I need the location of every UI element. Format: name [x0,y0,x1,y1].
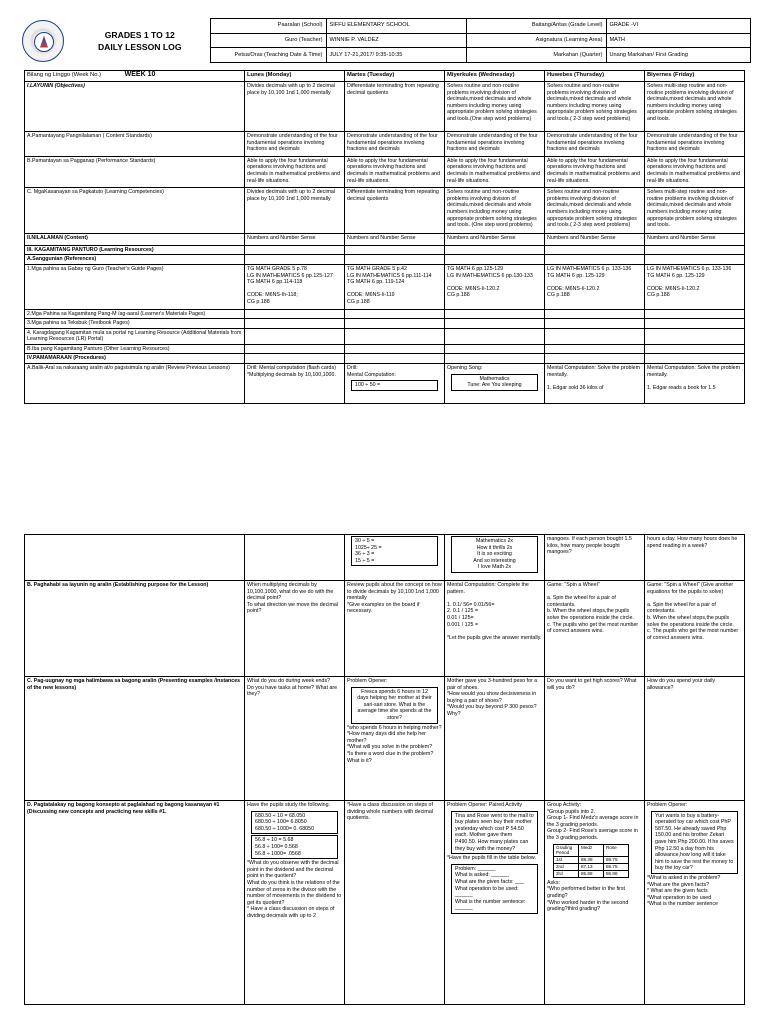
paired-activity-box: Tina and Rose went to the mall to buy plates seen buy their mother yesterday which cost P 54.50 each. Mother gave them P490.50. How many plates can they buy with the money? [451,811,538,855]
table-row [554,856,629,863]
row-cell [245,156,345,187]
review-wednesday-text: Opening Song: [447,365,483,372]
purpose-row [25,581,745,677]
row-label: B.Iba pang Kagamitang Panturo (Other Learning Resources) [25,344,245,354]
row-cell [345,82,445,132]
title-line-2: DAILY LESSON LOG [97,41,182,52]
row-cell [645,328,745,344]
table-row [554,863,629,870]
examples-tuesday-head: Problem Opener: [347,678,388,684]
concepts-thursday-questions: Asks: *Who performed better in the first grading? *Who worked harder in the second grading?third grading? [547,879,629,913]
review-continued-friday-text: hours a day. How many hours does he spend reading in a week? [647,536,738,549]
row-cell [345,234,445,246]
row-label: B.Pamantayan sa Pagganap (Performance Standards) [25,156,245,187]
grades-cell: 86.75 [604,863,629,870]
table-row [25,234,745,246]
concepts-friday [645,801,745,1005]
row-cell [545,132,645,157]
examples-wednesday-text: Mother gave you 3-hundred peso for a pair of shoes. *How would you show decisiveness in buying a pair of shoes? *Would you buy beyond P 300 pesos? Why? [447,678,538,717]
row-label: 1.Mga pahina sa Gabay ng Guro (Teacher's Guide Pages) [25,264,245,309]
day-header-thursday: Huwebes (Thursday) [545,71,645,82]
table-row [25,319,745,329]
row-cell [245,245,345,255]
row-cell-text: Divides decimals with up to 2 decimal place by 10,100 1nd 1,000 mentally [247,189,336,202]
row-cell-text: Solves multi-step routine and non-routine problems involving division of decimals,mixed decimals and whole numbers including money using appropriate problem solving strategies and tools. [647,189,737,229]
title-line-1: GRADES 1 TO 12 [104,29,175,40]
row-cell-text: Divides decimals with up to 2 decimal place by 10,100 1nd 1,000 mentally [247,83,336,96]
review-continued-thursday-text: mangoes. If each person bought 1.5 kilos, how many people bought mangoes? [547,536,632,556]
table-row [25,188,745,234]
table-row [25,309,745,319]
school-value: SIFFU ELEMENTARY SCHOOL [326,19,466,34]
page-1-rows [25,82,745,364]
row-cell [545,319,645,329]
concepts-wednesday [445,801,545,1005]
grade-label: Baitang/Antas (Grade Level) [466,19,606,34]
day-header-tuesday: Martes (Tuesday) [345,71,445,82]
row-cell-text: Demonstrate understanding of the four fundamental operations involving fractions and decimals [347,133,438,153]
row-cell [445,132,545,157]
review-tuesday-text: Drill: Mental Computation: [347,365,396,378]
purpose-friday-text: Game: "Spin a Wheel" (Give another equations for the pupils to solve) a. Spin the wheel for a pair of contestants. b. When the wheel stops,the pupils solve the operations inside the circle. c. The pupils who get the most number of correct answers wins. [647,582,739,641]
purpose-tuesday [345,581,445,677]
row-cell-text: Solves routine and non-routine problems involving division of decimals,mixed decimals and whole numbers including money using appropriate problem solving strategies and tools.( 2-3 step word problems) [547,189,637,229]
row-cell [345,156,445,187]
row-cell-text: Able to apply the four fundamental operations involving fractions and decimals in mathematical problems and real-life situations. [647,157,741,184]
purpose-monday-text: When multiplying decimals by 10,100,1000, what do we do with the decimal point? To what direction we move the decimal point? [247,582,338,615]
lesson-log-table-page-2 [24,534,745,1005]
row-cell [245,344,345,354]
row-cell [245,264,345,309]
grades-cell: 88.75 [604,856,629,863]
drill-box: 30 ÷ 5 = 1025÷ 25 = 36 ÷ 3 = 15 ÷ 5 = [351,536,438,566]
week-value: WEEK 10 [124,71,156,78]
week-label: Bilang ng Linggo (Week No.) [27,72,102,78]
grades-cell: 87.13 [579,863,604,870]
concepts-friday-head: Problem Opener: [647,802,688,808]
row-label: II.NILALAMAN (Content) [25,234,245,246]
examples-thursday [545,677,645,801]
review-tuesday-box: 100 ÷ 50 = [351,380,438,391]
grades-table-header [554,844,629,856]
review-continued-row [25,535,745,581]
review-thursday-text: Mental Computation: Solve the problem mentally. 1. Edgar sold 36 kilos of [547,365,641,391]
row-cell [545,82,645,132]
purpose-monday [245,581,345,677]
row-cell [345,319,445,329]
row-cell [545,188,645,234]
row-cell [345,264,445,309]
row-cell [545,328,645,344]
row-cell [245,309,345,319]
row-cell [345,132,445,157]
school-label: Paaralan (School) [210,19,326,34]
concepts-thursday [545,801,645,1005]
row-cell [545,255,645,265]
concepts-tuesday-text: *Have a class discussion on steps of dividing whole numbers with decimal quotients. [347,802,433,822]
row-cell [645,234,745,246]
row-cell [545,245,645,255]
row-label: 2.Mga Pahina sa Kagamitang Pang-M /ag-aaral (Learner's Materials Pages) [25,309,245,319]
review-tuesday [345,364,445,404]
examples-tuesday-questions: *who spends 6 hours in helping mother? *How many days did she help her mother? *What will you solve in the problem? *Is there a word clue in the problem? What is it? [347,724,442,764]
row-cell [645,264,745,309]
row-cell-text: LG IN MATHEMATICS 6 p. 133-136 TG MATH 6 pp. 125-129 CODE: M6NS-Ii-120.2 CG p.188 [547,265,632,299]
row-cell [245,234,345,246]
row-cell [245,255,345,265]
concepts-monday-head: Have the pupils study the following. [247,802,331,808]
row-cell [345,328,445,344]
row-label: 3.Mga pahina sa Teksbuk (Textbook Pages) [25,319,245,329]
row-cell-text: TG MATH 6 pp.125-129 LG IN MATHEMATICS 6 pp.130-133 CODE: M6NS-Ii-120.2 CG p.188 [447,265,533,299]
date-value: JULY 17-21,2017/ 9:35-10:35 [326,48,466,63]
purpose-thursday [545,581,645,677]
row-cell [445,82,545,132]
row-cell [245,188,345,234]
examples-tuesday [345,677,445,801]
table-row [554,870,629,877]
table-row [25,328,745,344]
row-cell [445,344,545,354]
quarter-label: Markahan (Quarter) [466,48,606,63]
row-cell [645,354,745,364]
examples-monday [245,677,345,801]
teacher-label: Guro (Teacher) [210,33,326,48]
examples-wednesday [445,677,545,801]
row-cell-text: Able to apply the four fundamental operations involving fractions and decimals in mathematical problems and real-life situations. [547,157,641,184]
quarter-value: Unang Markahan/ First Grading [606,48,750,63]
division-examples-box-1: 680.50 ÷ 10 = 68.050 680.50 ÷ 100= 6.8050 680.50 ÷ 1000= 0. 68050 [251,811,338,835]
row-cell [545,156,645,187]
row-cell [445,255,545,265]
grades-header-medz: Medz [579,844,604,856]
grades-header-rose: Rose [604,844,629,856]
row-cell [445,309,545,319]
row-cell [645,245,745,255]
purpose-wednesday [445,581,545,677]
problem-opener-box: Fresca spends 6 hours in 12 days helping her mother at their sari-sari store. What is the average time she spends at the store? [351,687,438,724]
examples-thursday-text: Do you want to get high scores? What will you do? [547,678,637,691]
song-box-start: Mathematics Tune: Are You sleeping [451,374,538,391]
review-friday-text: Mental Computation: Solve the problem mentally. 1. Edgar reads a book for 1.5 [647,365,741,391]
row-cell [245,328,345,344]
row-cell [645,344,745,354]
row-cell-text: Solves routine and non-routine problems involving division of decimals,mixed decimals and whole numbers including money using appropriate problem solving strategies and tools.(One step word problems) [447,83,537,122]
row-label: III. KAGAMITANG PANTURO (Learning Resources) [25,245,245,255]
row-cell [445,156,545,187]
grades-cell: 86.88 [604,870,629,877]
examples-friday-text: How do you spend your daily allowance? [647,678,716,691]
column-header-row [25,71,745,82]
row-cell-text: Differentiate terminating from repeating decimal quotients [347,189,439,202]
review-continued-label [25,535,245,581]
row-cell-text: Able to apply the four fundamental operations involving fractions and decimals in mathematical problems and real-life situations. [247,157,341,184]
song-lyrics-box: Mathematics 2x How it thrills 2x It is so exciting And so interesting I love Math 2x [451,536,538,573]
concepts-friday-questions: *What is asked in the problem? *What are the given facts? * What are the given facts *What operation to be used *What is the number sentence [647,874,721,908]
row-cell [445,188,545,234]
row-cell [345,245,445,255]
row-cell-text: TG MATH GRADE 5 p.42 LG IN MATHEMATICS 6 pp.111-114 TG MATH 6 pp. 119-124 CODE: M6NS-Ii-119 CG p.188 [347,265,432,305]
row-cell [645,188,745,234]
row-cell [545,264,645,309]
problem-analysis-box: Problem: ______ What is asked: ______ What are the given facts: ___ What operation to be used: ______ What is the number sentence: ______ [451,864,538,914]
row-cell-text: Numbers and Number Sense [347,235,416,242]
review-row [25,364,745,404]
table-row [25,156,745,187]
table-row [25,245,745,255]
subject-value: MATH [606,33,750,48]
row-cell [445,354,545,364]
row-cell [645,82,745,132]
row-cell-text: Demonstrate understanding of the four fundamental operations involving fractions and decimals [447,133,538,153]
lesson-log-table-page-1 [24,70,745,404]
row-cell [645,255,745,265]
review-thursday [545,364,645,404]
row-cell [445,245,545,255]
review-monday [245,364,345,404]
row-cell [345,354,445,364]
row-cell-text: Demonstrate understanding of the four fundamental operations involving fractions and decimals [647,133,738,153]
review-wednesday [445,364,545,404]
review-continued-thursday [545,535,645,581]
grades-cell: 2nd [554,863,579,870]
row-cell-text: Differentiate terminating from repeating decimal quotients [347,83,439,96]
examples-label: C. Pag-uugnay ng mga halimbawa sa bagong aralin (Presenting examples /instances of the new lessons) [25,677,245,801]
purpose-friday [645,581,745,677]
document-title [70,19,210,63]
row-cell-text: Demonstrate understanding of the four fundamental operations involving fractions and decimals [547,133,638,153]
row-label: 4. Karagdagang Kagamitan mula sa portal ng Learning Resource (Additional Materials from Learning Resources (LR) Portal) [25,328,245,344]
grades-header-period: Grading Period [554,844,579,856]
day-header-monday: Lunes (Monday) [245,71,345,82]
purpose-label: B. Paghahabi sa layunin ng aralin (Establishing purpose for the Lesson) [25,581,245,677]
row-cell [645,156,745,187]
row-cell [245,132,345,157]
concepts-wednesday-instruction: *Have the pupils fill in the table below. [447,855,536,862]
grades-table [553,844,629,878]
row-label: I.LAYUNIN (Objectives) [25,82,245,132]
row-cell [345,309,445,319]
deped-seal [16,19,70,63]
row-cell-text: Able to apply the four fundamental operations involving fractions and decimals in mathematical problems and real-life situations. [347,157,441,184]
review-label: A.Balik-Aral sa nakaraang aralin at/o pagsisimula ng aralin (Review Previous Lessons) [25,364,245,404]
row-cell-text: Solves routine and non-routine problems involving division of decimals,mixed decimals and whole numbers including money using appropriate problem solving strategies and tools. (One step word problems) [447,189,537,229]
review-continued-tuesday [345,535,445,581]
table-row [25,344,745,354]
day-header-wednesday: Miyerkules (Wednesday) [445,71,545,82]
subject-label: Asignatura (Learning Area) [466,33,606,48]
row-cell [445,328,545,344]
row-cell-text: Numbers and Number Sense [247,235,316,242]
purpose-thursday-text: Game: "Spin a Wheel" a. Spin the wheel for a pair of contestants. b. When the wheel stops,the pupils solve the operations inside the circle. c. The pupils who get the most number of correct answers wins. [547,582,639,635]
row-cell [545,309,645,319]
toy-car-problem-box: Yuri wants to buy a battery-operated toy car which cost PhP 587.50. He already saved Php 150.00 and his brother Zekari gave him Php 200.00. If he saves Php 12.50 a day from his allowance,how long will it take him to save the rest the money to buy the toy car? [651,811,738,874]
concepts-monday-questions: *What do you observe with the decimal point in the dividend and the decimal point in the quotient? What do you think is the relations of the number of zeros in the divisor with the number of movements in the dividend to get its quotient? * Have a class discussion on steps of dividing decimals with up to 2 [247,860,342,919]
row-cell [345,255,445,265]
review-continued-friday [645,535,745,581]
row-cell [545,234,645,246]
date-label: Petsa/Oras (Teaching Date & Time) [210,48,326,63]
table-row [25,354,745,364]
row-cell [345,188,445,234]
row-cell [245,319,345,329]
row-cell [645,309,745,319]
row-cell [345,344,445,354]
concepts-row [25,801,745,1005]
row-cell [645,132,745,157]
concepts-label: D. Pagtatalakay ng bagong konsepto at paglalahad ng bagong kasanayan #1 (Discussing new concepts and practicing new skills #1. [25,801,245,1005]
row-cell [445,319,545,329]
row-cell [645,319,745,329]
review-continued-monday [245,535,345,581]
examples-friday [645,677,745,801]
row-cell [245,82,345,132]
grades-cell: 3rd [554,870,579,877]
row-cell-text: Numbers and Number Sense [647,235,716,242]
teacher-value: WINNIE P. VALDEZ [326,33,466,48]
row-label: IV.PAMAMARAAN (Procedures) [25,354,245,364]
table-row [25,132,745,157]
grades-cell: 1st [554,856,579,863]
table-row [25,82,745,132]
row-cell-text: TG MATH GRADE 5 p.78 LG IN MATHEMATICS 6 pp.125-127 TG MATH 6 pp.114-118 CODE: M6NS-Ih-118; CG p.188 [247,265,333,305]
table-row [25,255,745,265]
grades-cell: 85.88 [579,870,604,877]
concepts-wednesday-head: Problem Opener: Paired Activity [447,802,523,808]
purpose-tuesday-text: Review pupils about the concept on how to divide decimals by 10,100 1nd 1,000 mentally *Give examples on the board if necessary. [347,582,442,615]
seal-icon [22,20,64,62]
examples-row [25,677,745,801]
row-cell-text: Able to apply the four fundamental operations involving fractions and decimals in mathematical problems and real-life situations. [447,157,541,184]
row-cell-text: LG IN MATHEMATICS 6 p. 133-136 TG MATH 6 pp. 125-129 CODE: M6NS-Ii-120.2 CG p.188 [647,265,732,299]
review-friday [645,364,745,404]
row-cell [545,344,645,354]
row-cell-text: Numbers and Number Sense [447,235,516,242]
row-cell-text: Solves multi-step routine and non-routine problems involving division of decimals,mixed decimals and whole numbers including money using appropriate problem solving strategies and tools. [647,83,737,122]
row-cell [545,354,645,364]
day-header-friday: Biyernes (Friday) [645,71,745,82]
row-cell [445,264,545,309]
page-break [0,500,768,534]
review-monday-text: Drill: Mental computation (flash cards) *Multiplying decimals by 10,100,1000. [247,365,336,378]
concepts-tuesday [345,801,445,1005]
table-row [25,264,745,309]
row-label: A.Pamantayang Pangnilalaman ( Content Standards) [25,132,245,157]
review-continued-wednesday [445,535,545,581]
concepts-monday [245,801,345,1005]
row-cell-text: Numbers and Number Sense [547,235,616,242]
grades-cell: 88.38 [579,856,604,863]
purpose-wednesday-text: Mental Computation: Complete the pattern. 1. 0.1/ 56= 0.01/56= 2. 0.1 / 125 = 0.01 / 125= 0.001 / 125 = *Let the pupils give the answer mentally. [447,582,542,641]
row-cell [245,354,345,364]
division-examples-box-2: 56.8 ÷ 10 = 5.68 56.8 ÷ 100= 0.568 56.8 ÷ 1000= .0568 [251,835,338,859]
row-label: C. MgaKasanayan sa Pagkatuto (Learning Competencies) [25,188,245,234]
row-cell-text: Demonstrate understanding of the four fundamental operations involving fractions and decimals [247,133,338,153]
week-cell [25,71,245,82]
examples-monday-text: What do you do during week ends? Do you have tasks at home? What are they? [247,678,338,698]
header-table [16,18,751,63]
concepts-thursday-head: Group Activity: *Group pupils into 2. Group 1- Find Medz's average score in the 3 grading periods. Group 2- Find Rose's average score in the 3 grading periods. [547,802,639,841]
row-label: A.Sanggunian (References) [25,255,245,265]
row-cell [445,234,545,246]
grade-value: GRADE -VI [606,19,750,34]
row-cell-text: Solves routine and non-routine problems involving division of decimals,mixed decimals and whole numbers including money using appropriate problem solving strategies and tools.( 2-3 step word problems) [547,83,637,122]
